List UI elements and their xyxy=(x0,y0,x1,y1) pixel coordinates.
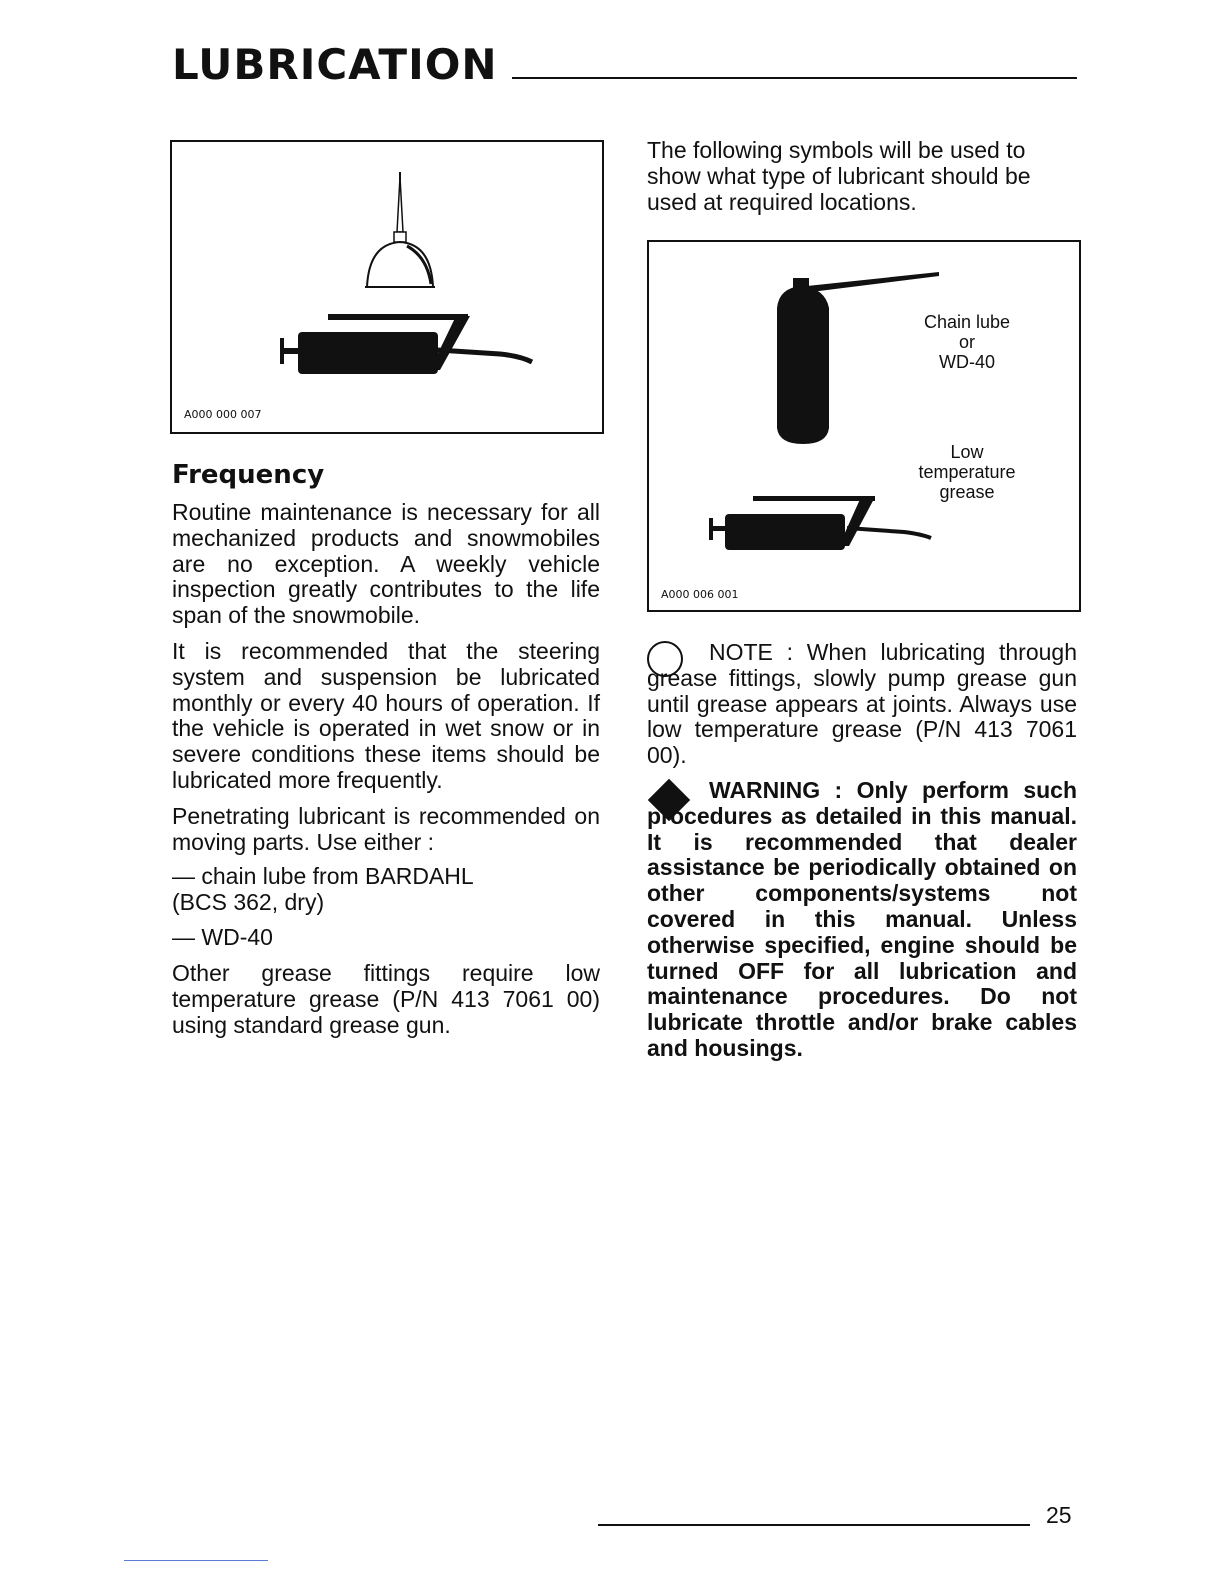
label-chain-lube: Chain lube or WD-40 xyxy=(923,312,1011,372)
frequency-paragraph-1: Routine maintenance is necessary for all mechanized products and snowmobiles are no exception. A weekly vehicle inspection greatly contributes to the life span of the snowmobile. xyxy=(172,499,600,629)
page-number: 25 xyxy=(1046,1502,1072,1528)
label-low-temperature-grease: Low temperature grease xyxy=(918,442,1016,502)
warning-label: WARNING : xyxy=(709,777,843,803)
page-edge-line xyxy=(124,1560,268,1561)
warning-text: Only perform such procedures as detailed in this manual. It is recommended that dealer assistance be periodically obtained on other components/systems not covered in this manual. Unless otherwise specified, engine should be turned OFF for all lubrication and maintenance procedures. Do not lubricate throttle and/or brake cables and housings. xyxy=(647,777,1077,1061)
title-rule xyxy=(512,77,1077,79)
list-item: — WD-40 xyxy=(172,924,273,950)
figure-id: A000 000 007 xyxy=(184,408,262,421)
frequency-paragraph-4: Other grease fittings require low temperature grease (P/N 413 7061 00) using standard grease gun. xyxy=(172,960,600,1038)
list-item: — chain lube from BARDAHL (BCS 362, dry) xyxy=(172,863,474,915)
oil-can-icon xyxy=(357,172,437,297)
grease-gun-icon xyxy=(709,492,939,554)
frequency-paragraph-2: It is recommended that the steering system and suspension be lubricated monthly or every 40 hours of operation. If the vehicle is operated in wet snow or in severe conditions these items should be lubricated more frequently. xyxy=(172,638,600,793)
intro-paragraph: The following symbols will be used to show what type of lubricant should be used at required locations. xyxy=(647,137,1031,215)
footer-rule xyxy=(598,1524,1030,1526)
frequency-paragraph-3: Penetrating lubricant is recommended on moving parts. Use either : xyxy=(172,803,600,855)
frequency-heading: Frequency xyxy=(172,460,325,490)
grease-gun-icon xyxy=(280,310,540,380)
figure-lubrication-symbols xyxy=(170,140,604,434)
note-paragraph xyxy=(647,640,1077,769)
note-label: NOTE : xyxy=(709,639,793,665)
note-text: When lubricating through grease fittings, slowly pump grease gun until grease appears at joints. Always use low temperature grease (P/N 413 7061 00). xyxy=(647,639,1078,769)
figure-lubricant-types xyxy=(647,240,1081,612)
figure-id: A000 006 001 xyxy=(661,588,739,601)
warning-paragraph xyxy=(647,778,1077,1062)
page-title: LUBRICATION xyxy=(172,40,498,89)
